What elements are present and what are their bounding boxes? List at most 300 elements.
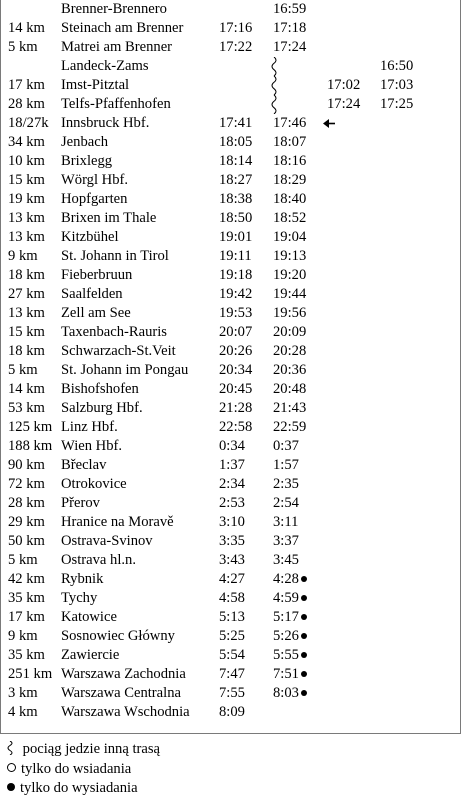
distance-cell — [8, 323, 45, 342]
arrival-time-text: 18:38 — [219, 191, 253, 207]
arrival-time — [219, 418, 252, 437]
departure-time-text: 19:13 — [273, 248, 307, 264]
arrival-time-text: 0:34 — [219, 438, 245, 454]
departure-time — [273, 133, 306, 152]
legend-other-route — [5, 740, 160, 760]
departure-time-text: 8:03 — [273, 685, 299, 701]
station-cell — [61, 76, 129, 95]
arrival-time — [219, 190, 252, 209]
station-cell — [61, 380, 139, 399]
arrival-time — [219, 323, 252, 342]
distance-cell-text: 14 km — [8, 381, 45, 397]
station-cell — [61, 608, 117, 627]
arrival-time-text: 19:18 — [219, 267, 253, 283]
arrival-time — [219, 228, 252, 247]
distance-cell — [8, 171, 45, 190]
arrow-head — [323, 119, 329, 128]
departure-time-text: 18:40 — [273, 191, 307, 207]
distance-cell — [8, 703, 38, 722]
station-cell-text: Matrei am Brenner — [61, 39, 173, 55]
arrival-time — [219, 171, 252, 190]
departure-time-text: 3:37 — [273, 533, 299, 549]
branch-arrival-time — [327, 95, 360, 114]
departure-time — [273, 266, 306, 285]
departure-time — [273, 475, 299, 494]
arrival-time — [219, 494, 245, 513]
station-cell-text: Warszawa Centralna — [61, 685, 181, 701]
distance-cell-text: 5 km — [8, 362, 38, 378]
timetable-row — [0, 456, 461, 475]
arrival-time — [219, 19, 252, 38]
distance-cell — [8, 76, 45, 95]
filled-dot-icon — [301, 614, 307, 620]
departure-time-text: 16:59 — [273, 1, 307, 17]
arrival-time-text: 5:13 — [219, 609, 245, 625]
arrival-time — [219, 304, 252, 323]
branch-arrival-time-text: 17:02 — [327, 77, 361, 93]
arrival-time — [219, 589, 245, 608]
station-cell-text: Otrokovice — [61, 476, 127, 492]
departure-time — [273, 323, 306, 342]
departure-time — [273, 342, 306, 361]
departure-time-text: 2:35 — [273, 476, 299, 492]
timetable-row — [0, 19, 461, 38]
station-cell — [61, 133, 108, 152]
wavy-line-icon — [270, 76, 280, 95]
distance-cell-text: 3 km — [8, 685, 38, 701]
departure-time — [273, 608, 307, 627]
station-cell — [61, 247, 169, 266]
station-cell — [61, 323, 167, 342]
arrival-time — [219, 532, 245, 551]
arrival-time-text: 7:55 — [219, 685, 245, 701]
filled-dot-icon — [301, 652, 307, 658]
timetable-row — [0, 152, 461, 171]
station-cell — [61, 285, 123, 304]
filled-dot-icon — [301, 576, 307, 582]
distance-cell — [8, 551, 38, 570]
station-cell-text: Taxenbach-Rauris — [61, 324, 167, 340]
arrival-time — [219, 646, 245, 665]
departure-time — [273, 0, 306, 19]
timetable-row — [0, 380, 461, 399]
distance-cell — [8, 399, 45, 418]
distance-cell — [8, 361, 38, 380]
station-cell — [61, 171, 128, 190]
departure-time-text: 5:55 — [273, 647, 299, 663]
distance-cell-text: 34 km — [8, 134, 45, 150]
departure-time — [273, 38, 306, 57]
departure-time — [273, 209, 306, 228]
departure-time-text: 18:16 — [273, 153, 307, 169]
station-cell — [61, 228, 119, 247]
arrival-time — [219, 551, 245, 570]
arrival-time-text: 18:27 — [219, 172, 253, 188]
distance-cell — [8, 589, 45, 608]
distance-cell — [8, 684, 38, 703]
station-cell-text: Linz Hbf. — [61, 419, 118, 435]
station-cell-text: Bishofshofen — [61, 381, 139, 397]
distance-cell-text: 53 km — [8, 400, 45, 416]
departure-time-text: 3:11 — [273, 514, 299, 530]
arrival-time — [219, 703, 245, 722]
station-cell — [61, 627, 175, 646]
arrival-time — [219, 38, 252, 57]
distance-cell — [8, 19, 45, 38]
departure-time — [273, 665, 307, 684]
arrival-time-text: 3:10 — [219, 514, 245, 530]
distance-cell-text: 9 km — [8, 248, 38, 264]
arrival-time — [219, 247, 252, 266]
distance-cell — [8, 190, 45, 209]
timetable-row — [0, 190, 461, 209]
departure-time — [273, 114, 306, 133]
distance-cell-text: 72 km — [8, 476, 45, 492]
distance-cell — [8, 114, 49, 133]
departure-time — [273, 532, 299, 551]
distance-cell — [8, 209, 45, 228]
arrival-time-text: 3:43 — [219, 552, 245, 568]
timetable-row — [0, 399, 461, 418]
distance-cell — [8, 38, 38, 57]
departure-time-text: 20:36 — [273, 362, 307, 378]
distance-cell-text: 5 km — [8, 552, 38, 568]
legend-alighting-only — [5, 779, 160, 799]
arrival-time — [219, 608, 245, 627]
distance-cell-text: 15 km — [8, 324, 45, 340]
departure-time — [273, 380, 306, 399]
arrival-time — [219, 133, 252, 152]
distance-cell — [8, 513, 45, 532]
station-cell — [61, 152, 112, 171]
station-cell — [61, 513, 174, 532]
departure-time — [273, 513, 298, 532]
timetable-row — [0, 57, 461, 76]
distance-cell-text: 10 km — [8, 153, 45, 169]
departure-time — [273, 627, 307, 646]
station-cell — [61, 57, 149, 76]
departure-time — [273, 361, 306, 380]
station-cell — [61, 437, 122, 456]
departure-time-text: 19:56 — [273, 305, 307, 321]
timetable-row — [0, 494, 461, 513]
departure-time-text: 19:20 — [273, 267, 307, 283]
timetable-row — [0, 285, 461, 304]
distance-cell — [8, 285, 45, 304]
branch-departure-time — [380, 76, 413, 95]
departure-time-text: 21:43 — [273, 400, 307, 416]
branch-departure-time-text: 17:25 — [380, 96, 414, 112]
distance-cell-text: 28 km — [8, 96, 45, 112]
distance-cell — [8, 247, 38, 266]
distance-cell-text: 18 km — [8, 343, 45, 359]
arrival-time — [219, 209, 252, 228]
timetable-row — [0, 171, 461, 190]
arrival-time — [219, 513, 245, 532]
departure-time — [273, 171, 306, 190]
timetable-row — [0, 114, 461, 133]
station-cell — [61, 456, 106, 475]
arrival-time-text: 22:58 — [219, 419, 253, 435]
departure-time — [273, 551, 299, 570]
station-cell-text: Telfs-Pfaffenhofen — [61, 96, 171, 112]
branch-arrival-time — [327, 76, 360, 95]
arrival-time-text: 18:05 — [219, 134, 253, 150]
station-cell-text: Zell am See — [61, 305, 131, 321]
distance-cell-text: 188 km — [8, 438, 53, 454]
branch-departure-time — [380, 95, 413, 114]
arrival-time-text: 18:14 — [219, 153, 253, 169]
station-cell — [61, 19, 183, 38]
timetable-row — [0, 361, 461, 380]
timetable-row — [0, 513, 461, 532]
departure-time-text: 18:52 — [273, 210, 307, 226]
distance-cell-text: 27 km — [8, 286, 45, 302]
departure-time-text: 5:26 — [273, 628, 299, 644]
station-cell-text: Landeck-Zams — [61, 58, 149, 74]
departure-time — [273, 589, 307, 608]
arrival-time — [219, 456, 245, 475]
distance-cell — [8, 437, 52, 456]
timetable-row — [0, 570, 461, 589]
timetable-row — [0, 266, 461, 285]
station-cell — [61, 570, 103, 589]
arrival-time — [219, 684, 245, 703]
branch-departure-time-text: 17:03 — [380, 77, 414, 93]
wavy-line-path — [272, 95, 276, 114]
arrival-time — [219, 152, 252, 171]
branch-departure-time — [380, 57, 413, 76]
station-cell — [61, 266, 132, 285]
station-cell-text: Brixen im Thale — [61, 210, 157, 226]
station-cell-text: Wien Hbf. — [61, 438, 123, 454]
distance-cell-text: 19 km — [8, 191, 45, 207]
station-cell-text: St. Johann in Tirol — [61, 248, 169, 264]
branch-arrival-time-text: 17:24 — [327, 96, 361, 112]
arrival-time-text: 8:09 — [219, 704, 245, 720]
arrival-time-text: 5:25 — [219, 628, 245, 644]
station-cell-text: Ostrava hl.n. — [61, 552, 136, 568]
timetable-row — [0, 342, 461, 361]
timetable-row — [0, 323, 461, 342]
timetable-row — [0, 133, 461, 152]
timetable-row — [0, 475, 461, 494]
timetable-row — [0, 437, 461, 456]
branch-departure-time-text: 16:50 — [380, 58, 414, 74]
distance-cell — [8, 133, 45, 152]
distance-cell-text: 13 km — [8, 229, 45, 245]
timetable-row — [0, 532, 461, 551]
arrival-time — [219, 399, 252, 418]
station-cell-text: Břeclav — [61, 457, 107, 473]
departure-time — [273, 684, 307, 703]
station-cell — [61, 475, 127, 494]
departure-time-text: 18:07 — [273, 134, 307, 150]
station-cell — [61, 95, 171, 114]
wavy-line-icon — [270, 57, 280, 76]
station-cell — [61, 684, 181, 703]
filled-dot-icon — [301, 595, 307, 601]
arrival-time-text: 1:37 — [219, 457, 245, 473]
distance-cell — [8, 570, 45, 589]
distance-cell — [8, 646, 45, 665]
distance-cell-text: 17 km — [8, 77, 45, 93]
distance-cell-text: 251 km — [8, 666, 53, 682]
departure-time-text: 0:37 — [273, 438, 299, 454]
station-cell-text: Saalfelden — [61, 286, 123, 302]
station-cell-text: Katowice — [61, 609, 117, 625]
arrival-time-text: 19:01 — [219, 229, 253, 245]
station-cell-text: Brixlegg — [61, 153, 113, 169]
departure-time-text: 5:17 — [273, 609, 299, 625]
station-cell-text: Innsbruck Hbf. — [61, 115, 150, 131]
station-cell — [61, 494, 100, 513]
station-cell-text: Zawiercie — [61, 647, 120, 663]
station-cell-text: Warszawa Zachodnia — [61, 666, 186, 682]
arrival-time-text: 20:07 — [219, 324, 253, 340]
station-cell-text: Hopfgarten — [61, 191, 128, 207]
arrival-time-text: 18:50 — [219, 210, 253, 226]
departure-time-text: 17:46 — [273, 115, 307, 131]
arrival-time — [219, 475, 245, 494]
legend — [5, 740, 160, 799]
distance-cell — [8, 342, 45, 361]
arrival-time — [219, 285, 252, 304]
station-cell-text: Wörgl Hbf. — [61, 172, 129, 188]
distance-cell — [8, 475, 45, 494]
departure-time-text: 20:28 — [273, 343, 307, 359]
station-cell — [61, 532, 153, 551]
legend-other-route-label: pociąg jedzie inną trasą — [22, 741, 161, 757]
arrival-time-text: 7:47 — [219, 666, 245, 682]
timetable-row — [0, 95, 461, 114]
station-cell — [61, 665, 186, 684]
timetable-row — [0, 418, 461, 437]
distance-cell — [8, 608, 45, 627]
station-cell — [61, 304, 131, 323]
departure-time — [273, 456, 299, 475]
distance-cell — [8, 304, 45, 323]
arrival-time — [219, 361, 252, 380]
departure-time — [273, 437, 299, 456]
station-cell-text: St. Johann im Pongau — [61, 362, 189, 378]
wavy-line-icon — [5, 741, 19, 755]
station-cell — [61, 589, 97, 608]
timetable-row — [0, 38, 461, 57]
distance-cell-text: 90 km — [8, 457, 45, 473]
distance-cell-text: 5 km — [8, 39, 38, 55]
filled-dot-icon — [301, 690, 307, 696]
station-cell-text: Fieberbruun — [61, 267, 133, 283]
station-cell-text: Salzburg Hbf. — [61, 400, 143, 416]
distance-cell-text: 4 km — [8, 704, 38, 720]
arrival-time-text: 2:34 — [219, 476, 245, 492]
timetable-row — [0, 703, 461, 722]
station-cell-text: Warszawa Wschodnia — [61, 704, 190, 720]
station-cell-text: Schwarzach-St.Veit — [61, 343, 176, 359]
station-cell-text: Imst-Pitztal — [61, 77, 130, 93]
departure-time — [273, 19, 306, 38]
legend-boarding-only — [5, 760, 160, 780]
station-cell-text: Steinach am Brenner — [61, 20, 184, 36]
arrival-time-text: 17:22 — [219, 39, 253, 55]
wavy-line-path — [272, 76, 276, 95]
distance-cell-text: 42 km — [8, 571, 45, 587]
station-cell — [61, 399, 143, 418]
arrival-time — [219, 627, 245, 646]
distance-cell-text: 35 km — [8, 647, 45, 663]
station-cell-text: Kitzbühel — [61, 229, 119, 245]
arrival-time — [219, 114, 252, 133]
distance-cell — [8, 380, 45, 399]
timetable-row — [0, 627, 461, 646]
timetable-row — [0, 304, 461, 323]
distance-cell-text: 17 km — [8, 609, 45, 625]
distance-cell-text: 13 km — [8, 210, 45, 226]
distance-cell-text: 9 km — [8, 628, 38, 644]
station-cell-text: Rybnik — [61, 571, 104, 587]
hollow-circle-icon — [7, 763, 16, 772]
arrival-time-text: 20:45 — [219, 381, 253, 397]
timetable-row — [0, 551, 461, 570]
timetable-row — [0, 228, 461, 247]
departure-time — [273, 228, 306, 247]
distance-cell-text: 35 km — [8, 590, 45, 606]
arrival-time-text: 3:35 — [219, 533, 245, 549]
departure-time — [273, 304, 306, 323]
arrival-time — [219, 437, 245, 456]
station-cell — [61, 361, 188, 380]
arrival-time-text: 5:54 — [219, 647, 245, 663]
station-cell — [61, 418, 118, 437]
station-cell-text: Brenner-Brennero — [61, 1, 167, 17]
filled-dot-icon — [7, 783, 15, 791]
station-cell — [61, 342, 176, 361]
station-cell — [61, 551, 136, 570]
legend-alighting-only-label: tylko do wysiadania — [20, 780, 138, 796]
departure-time — [273, 646, 307, 665]
timetable-row — [0, 589, 461, 608]
departure-time — [273, 399, 306, 418]
arrival-time-text: 17:41 — [219, 115, 253, 131]
timetable-row — [0, 0, 461, 19]
distance-cell-text: 18/27k — [8, 115, 49, 131]
station-cell-text: Ostrava-Svinov — [61, 533, 153, 549]
departure-time-text: 4:28 — [273, 571, 299, 587]
timetable-row — [0, 247, 461, 266]
distance-cell — [8, 95, 45, 114]
distance-cell-text: 15 km — [8, 172, 45, 188]
arrival-time-text: 2:53 — [219, 495, 245, 511]
departure-time-text: 7:51 — [273, 666, 299, 682]
timetable-row — [0, 209, 461, 228]
departure-time-text: 2:54 — [273, 495, 299, 511]
arrival-time-text: 21:28 — [219, 400, 253, 416]
station-cell — [61, 190, 127, 209]
arrival-time-text: 20:26 — [219, 343, 253, 359]
timetable-row — [0, 646, 461, 665]
departure-time-text: 4:59 — [273, 590, 299, 606]
departure-time-text: 3:45 — [273, 552, 299, 568]
distance-cell — [8, 152, 45, 171]
departure-time-text: 20:48 — [273, 381, 307, 397]
arrival-time — [219, 665, 245, 684]
legend-boarding-only-label: tylko do wsiadania — [21, 760, 132, 777]
distance-cell — [8, 665, 52, 684]
departure-time-text: 17:18 — [273, 20, 307, 36]
station-cell-text: Tychy — [61, 590, 98, 606]
distance-cell-text: 13 km — [8, 305, 45, 321]
